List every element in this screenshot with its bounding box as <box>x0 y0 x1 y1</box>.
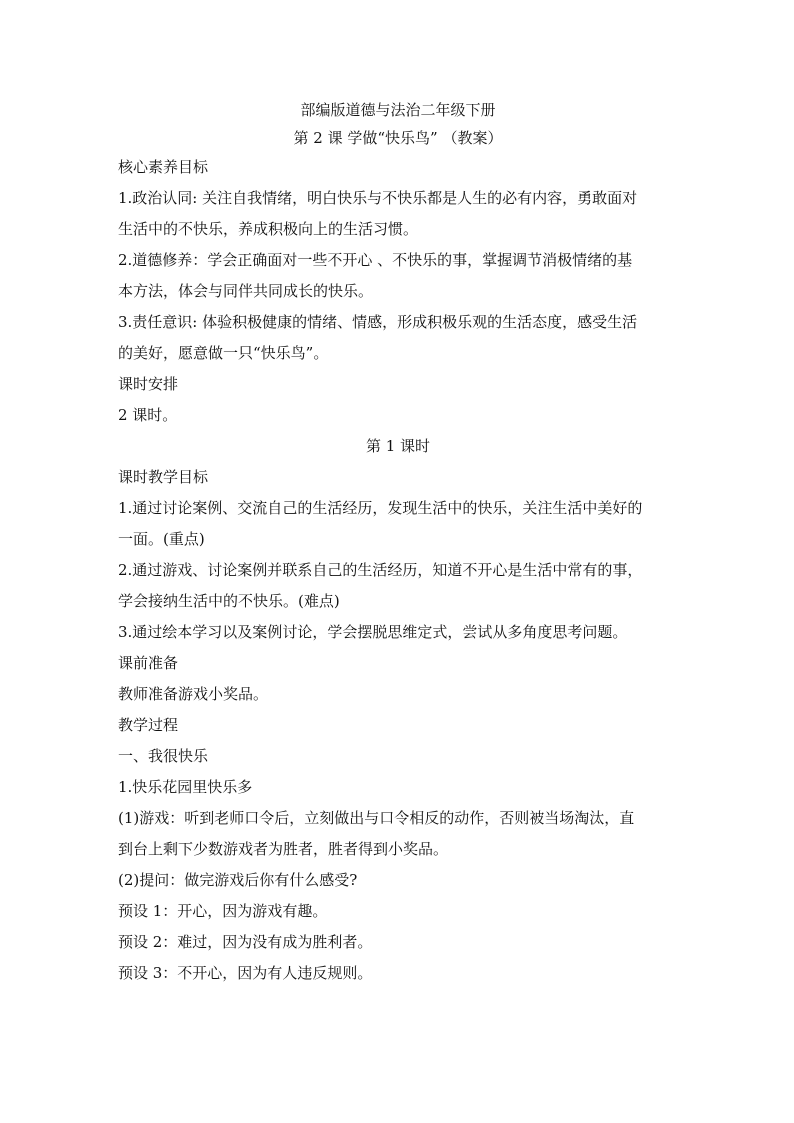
preset-3: 预设 3：不开心，因为有人违反规则。 <box>118 964 373 982</box>
teaching-goal-2-line-1: 2.通过游戏、讨论案例并联系自己的生活经历，知道不开心是生活中常有的事， <box>118 561 643 579</box>
schedule-heading: 课时安排 <box>118 375 179 393</box>
core-goal-3-line-2: 的美好，愿意做一只“快乐鸟”。 <box>118 344 329 362</box>
teaching-goal-1-line-1: 1.通过讨论案例、交流自己的生活经历，发现生活中的快乐，关注生活中美好的 <box>118 499 643 517</box>
process-section-1: 一、我很快乐 <box>118 747 209 765</box>
core-goals-heading: 核心素养目标 <box>118 158 209 176</box>
doc-title: 部编版道德与法治二年级下册 <box>300 101 496 119</box>
preparation-heading: 课前准备 <box>118 654 179 672</box>
game-line-1: (1)游戏：听到老师口令后，立刻做出与口令相反的动作，否则被当场淘汰，直 <box>118 809 635 827</box>
game-line-2: 到台上剩下少数游戏者为胜者，胜者得到小奖品。 <box>118 840 449 858</box>
preset-1: 预设 1：开心，因为游戏有趣。 <box>118 902 328 920</box>
question-line: (2)提问：做完游戏后你有什么感受? <box>118 871 358 889</box>
lesson-title: 第 2 课 学做“快乐鸟” （教案） <box>293 129 503 147</box>
teaching-goal-3-line-1: 3.通过绘本学习以及案例讨论，学会摆脱思维定式，尝试从多角度思考问题。 <box>118 623 628 641</box>
teaching-goal-2-line-2: 学会接纳生活中的不快乐。(难点) <box>118 592 340 610</box>
teaching-goal-1-line-2: 一面。(重点) <box>118 530 205 548</box>
core-goal-2-line-1: 2.道德修养：学会正确面对一些不开心 、不快乐的事，掌握调节消极情绪的基 <box>118 251 633 269</box>
lesson-1-heading: 第 1 课时 <box>365 437 431 455</box>
core-goal-2-line-2: 本方法，体会与同伴共同成长的快乐。 <box>118 282 374 300</box>
core-goal-1-line-2: 生活中的不快乐，养成积极向上的生活习惯。 <box>118 220 419 238</box>
process-sub-1: 1.快乐花园里快乐多 <box>118 778 253 796</box>
core-goal-3-line-1: 3.责任意识: 体验积极健康的情绪、情感，形成积极乐观的生活态度，感受生活 <box>118 313 638 331</box>
preparation-text: 教师准备游戏小奖品。 <box>118 685 269 703</box>
schedule-text: 2 课时。 <box>118 406 178 424</box>
core-goal-1-line-1: 1.政治认同: 关注自我情绪，明白快乐与不快乐都是人生的必有内容，勇敢面对 <box>118 189 638 207</box>
process-heading: 教学过程 <box>118 716 179 734</box>
document-page <box>118 96 678 989</box>
teaching-goals-heading: 课时教学目标 <box>118 468 209 486</box>
preset-2: 预设 2：难过，因为没有成为胜利者。 <box>118 933 373 951</box>
